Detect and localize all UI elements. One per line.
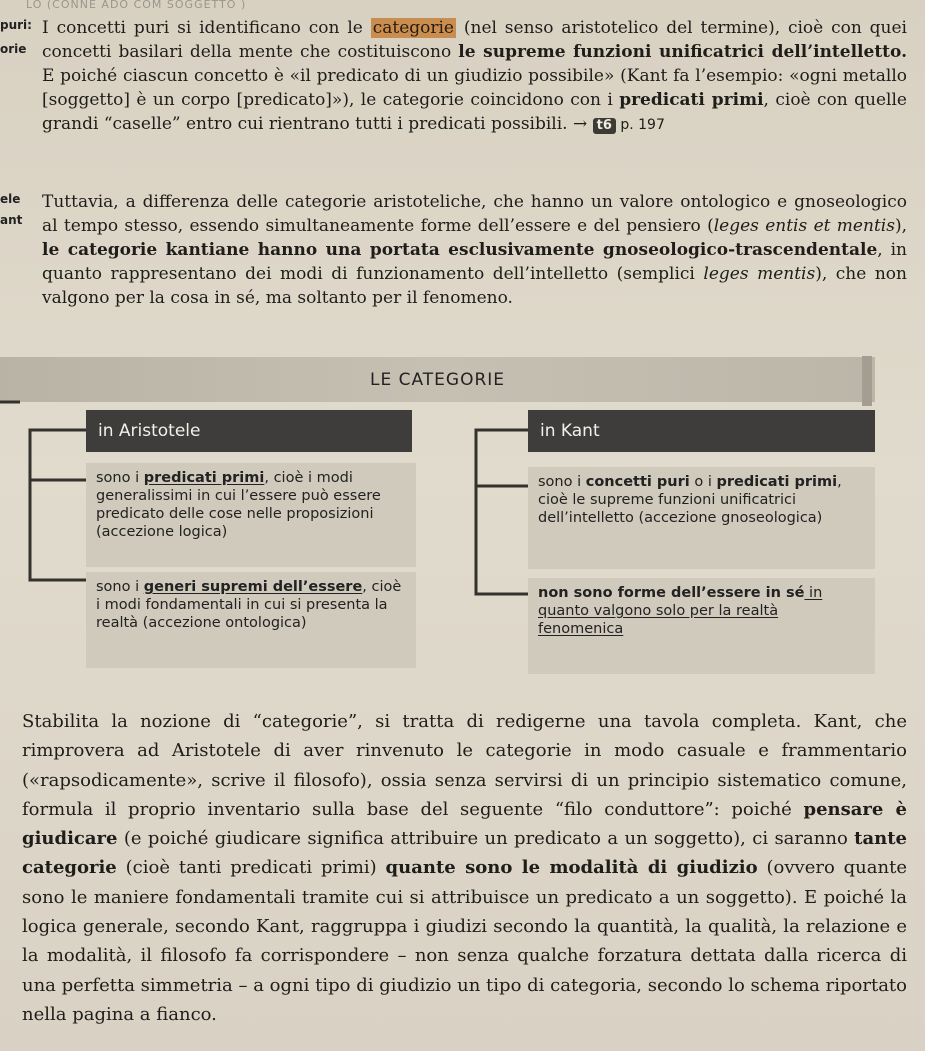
aristotle-heading — [86, 410, 412, 452]
text-segment: (ovvero quante sono le maniere fondamentali tramite cui si attribuisce un predicato a un soggetto). E poiché la logica generale, secondo Kant, raggruppa i giudizi secondo la quantità, la qualità, la relazione e la modalità, il filosofo fa corrispondere – non senza qualche forzatura dettata dalla ricerca di una perfetta simmetria – a ogni tipo di giudizio un tipo di categoria, secondo lo schema riportato nella pagina a fianco. — [22, 857, 907, 1025]
text-segment: o i — [689, 474, 717, 490]
text-segment: ), che non valgono per la cosa in sé, ma soltanto per il fenomeno. — [42, 264, 907, 308]
kant-box-phenomenal — [528, 578, 875, 674]
text-segment: , cioè le supreme funzioni unificatrici dell’intelletto (accezione gnoseologica) — [538, 474, 842, 526]
page-reference: p. 197 — [615, 117, 665, 133]
paragraph-tavola-categorie — [22, 707, 907, 1029]
bold-term: tante categorie — [22, 828, 907, 879]
margin-label-orie: orie — [0, 42, 27, 56]
bold-term: predicati primi — [619, 90, 764, 110]
italic-term: leges mentis — [703, 264, 816, 284]
text-segment: , in quanto rappresentano dei modi di funzionamento dell’intelletto (semplici — [42, 240, 907, 284]
reference-badge[interactable]: t6 — [593, 118, 616, 134]
italic-term: leges entis et mentis — [713, 216, 895, 236]
bold-term: le categorie kantiane hanno una portata esclusivamente gnoseologico-trascendentale — [42, 240, 878, 260]
text-segment: , cioè con quelle grandi “caselle” entro cui rientrano tutti i predicati possibili. → — [42, 90, 907, 134]
text-segment: I concetti puri si identificano con le — [42, 18, 371, 38]
text-segment: Tuttavia, a differenza delle categorie aristoteliche, che hanno un valore ontologico e gnoseologico al tempo stesso, essendo simultaneamente forme dell’essere e del pensiero ( — [42, 192, 907, 236]
bold-term: predicati primi — [143, 470, 265, 486]
arrow-kant-2 — [476, 486, 528, 594]
kant-box-gnoseological — [528, 467, 875, 569]
text-segment: sono i — [96, 470, 144, 486]
bold-term: le supreme funzioni unificatrici dell’intelletto. — [458, 42, 907, 62]
margin-label-puri: puri: — [0, 18, 32, 32]
text-segment: sono i — [538, 474, 586, 490]
bold-term: generi supremi dell’essere — [143, 579, 363, 595]
text-segment: in quanto valgono solo per la realtà fenomenica — [538, 585, 823, 637]
bold-term: quante sono le modalità di giudizio — [385, 857, 758, 879]
aristotle-heading-label: in Aristotele — [98, 421, 201, 441]
text-segment: Stabilita la nozione di “categorie”, si tratta di redigerne una tavola completa. Kant, che rimprovera ad Aristotele di aver rinvenuto le categorie in modo casuale e frammentario («rapsodicamente», scrive il filosofo), ossia senza servirsi di un principio sistematico comune, formula il proprio inventario sulla base del seguente “filo conduttore”: poiché — [22, 711, 907, 820]
handwritten-note: LO (CONNE ADO COM SOGGETTO ) — [26, 0, 247, 11]
margin-label-ele: ele — [0, 192, 21, 206]
text-segment: ), — [894, 216, 907, 236]
text-segment: , cioè i modi fondamentali in cui si presenta la realtà (accezione ontologica) — [96, 579, 402, 631]
aristotle-box-ontological — [86, 572, 416, 668]
aristotle-box-logical — [86, 463, 416, 567]
bold-term: predicati primi — [716, 474, 838, 490]
highlighted-term: categorie — [372, 18, 454, 38]
bold-term: pensare è giudicare — [22, 798, 907, 850]
bold-term: non sono forme dell’essere in sé — [538, 585, 805, 601]
diagram-title: LE CATEGORIE — [369, 369, 506, 390]
arrow-aristotle-1 — [30, 430, 86, 480]
text-segment: (nel senso aristotelico del termine), cioè con quei concetti basilari della mente che costituiscono — [42, 18, 907, 62]
kant-heading-label: in Kant — [540, 421, 600, 441]
kant-heading — [528, 410, 875, 452]
text-segment: , cioè i modi generalissimi in cui l’essere può essere predicato delle cose nelle proposizioni (accezione logica) — [96, 470, 381, 540]
arrow-kant-1 — [476, 430, 528, 486]
bold-term: concetti puri — [585, 474, 690, 490]
margin-label-ant: ant — [0, 213, 23, 227]
text-segment: E poiché ciascun concetto è «il predicato di un giudizio possibile» (Kant fa l’esempio: «ogni metallo [soggetto] è un corpo [predicato]»), le categorie coincidono con i — [42, 66, 907, 110]
text-segment: sono i — [96, 579, 144, 595]
text-segment: (cioè tanti predicati primi) — [116, 857, 386, 879]
text-segment: (e poiché giudicare significa attribuire un predicato a un soggetto), ci saranno — [117, 828, 855, 850]
arrow-aristotle-2 — [30, 480, 86, 580]
